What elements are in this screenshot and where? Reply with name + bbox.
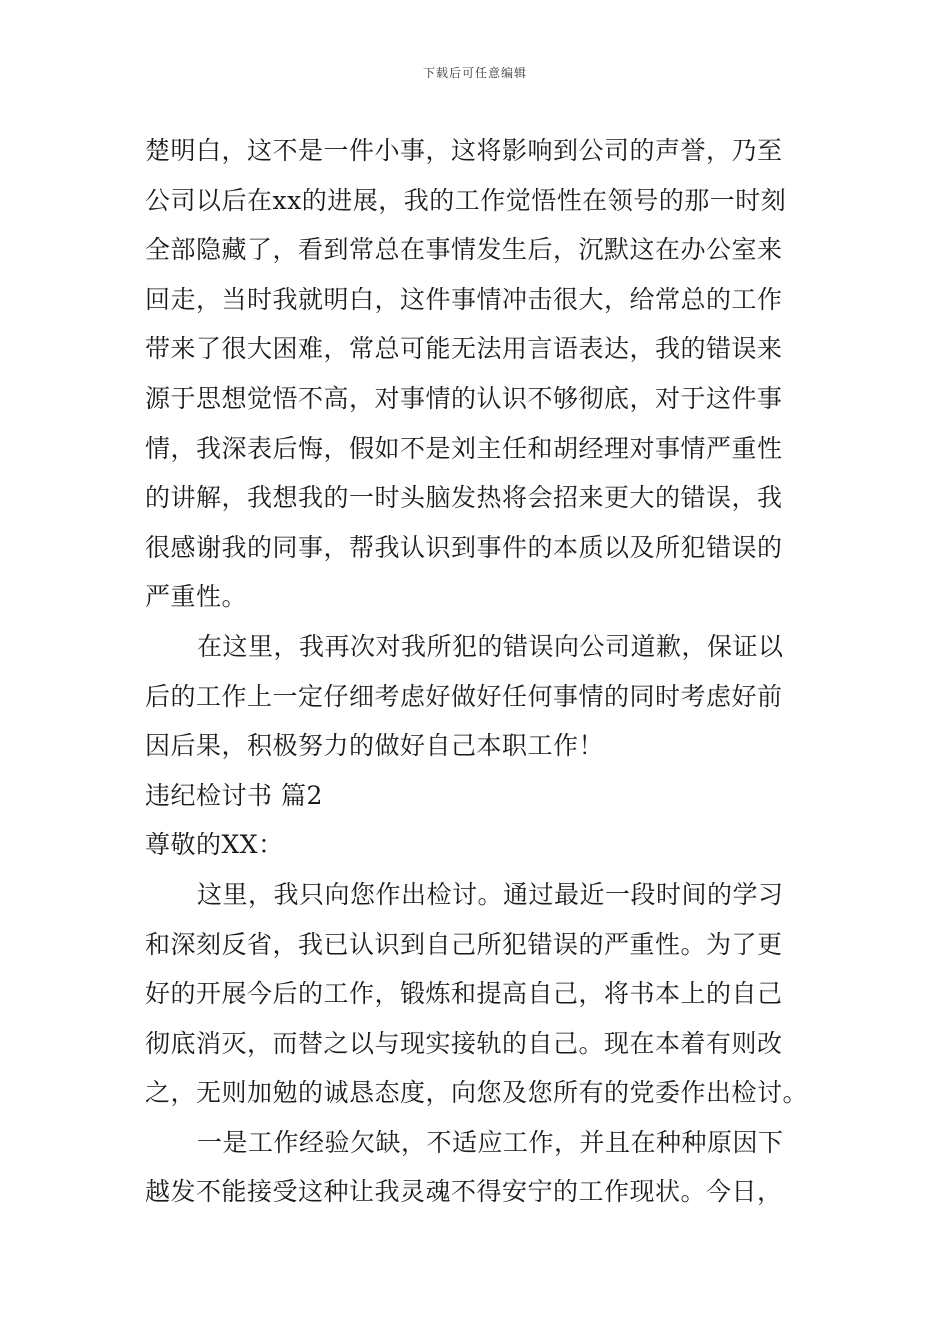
text-line: 情，我深表后悔，假如不是刘主任和胡经理对事情严重性 <box>145 433 783 463</box>
text-line: 全部隐藏了，看到常总在事情发生后，沉默这在办公室来 <box>145 235 783 265</box>
document-body <box>145 126 810 1217</box>
text-line: 楚明白，这不是一件小事，这将影响到公司的声誉，乃至 <box>145 136 783 165</box>
text-line: 后的工作上一定仔细考虑好做好任何事情的同时考虑好前 <box>145 681 783 711</box>
page-header: 下载后可任意编辑 <box>422 66 527 80</box>
text-line: 因后果，积极努力的做好自己本职工作！ <box>145 731 605 761</box>
salutation: 尊敬的XX： <box>145 830 284 860</box>
text-line: 公司以后在xx的进展，我的工作觉悟性在领号的那一时刻 <box>145 185 787 215</box>
paragraph-start-line: 一是工作经验欠缺，不适应工作，并且在种种原因下 <box>197 1127 784 1157</box>
text-line: 严重性。 <box>145 582 248 612</box>
text-line: 越发不能接受这种让我灵魂不得安宁的工作现状。今日， <box>145 1177 783 1207</box>
text-line: 很感谢我的同事，帮我认识到事件的本质以及所犯错误的 <box>145 532 783 562</box>
paragraph-start-line: 这里，我只向您作出检讨。通过最近一段时间的学习 <box>197 879 784 909</box>
text-line: 源于思想觉悟不高，对事情的认识不够彻底，对于这件事 <box>145 383 783 413</box>
text-line: 回走，当时我就明白，这件事情冲击很大，给常总的工作 <box>145 284 783 314</box>
paragraph-start-line: 在这里，我再次对我所犯的错误向公司道歉，保证以 <box>197 631 784 661</box>
text-line: 带来了很大困难，常总可能无法用言语表达，我的错误来 <box>145 334 783 364</box>
text-line: 的讲解，我想我的一时头脑发热将会招来更大的错误，我 <box>145 483 783 513</box>
text-line: 之，无则加勉的诚恳态度，向您及您所有的党委作出检讨。 <box>145 1078 809 1108</box>
text-line: 和深刻反省，我已认识到自己所犯错误的严重性。为了更 <box>145 929 783 959</box>
text-line: 彻底消灭，而替之以与现实接轨的自己。现在本着有则改 <box>145 1028 783 1058</box>
text-line: 好的开展今后的工作，锻炼和提高自己，将书本上的自己 <box>145 979 783 1009</box>
section-heading: 违纪检讨书 篇2 <box>145 780 323 810</box>
